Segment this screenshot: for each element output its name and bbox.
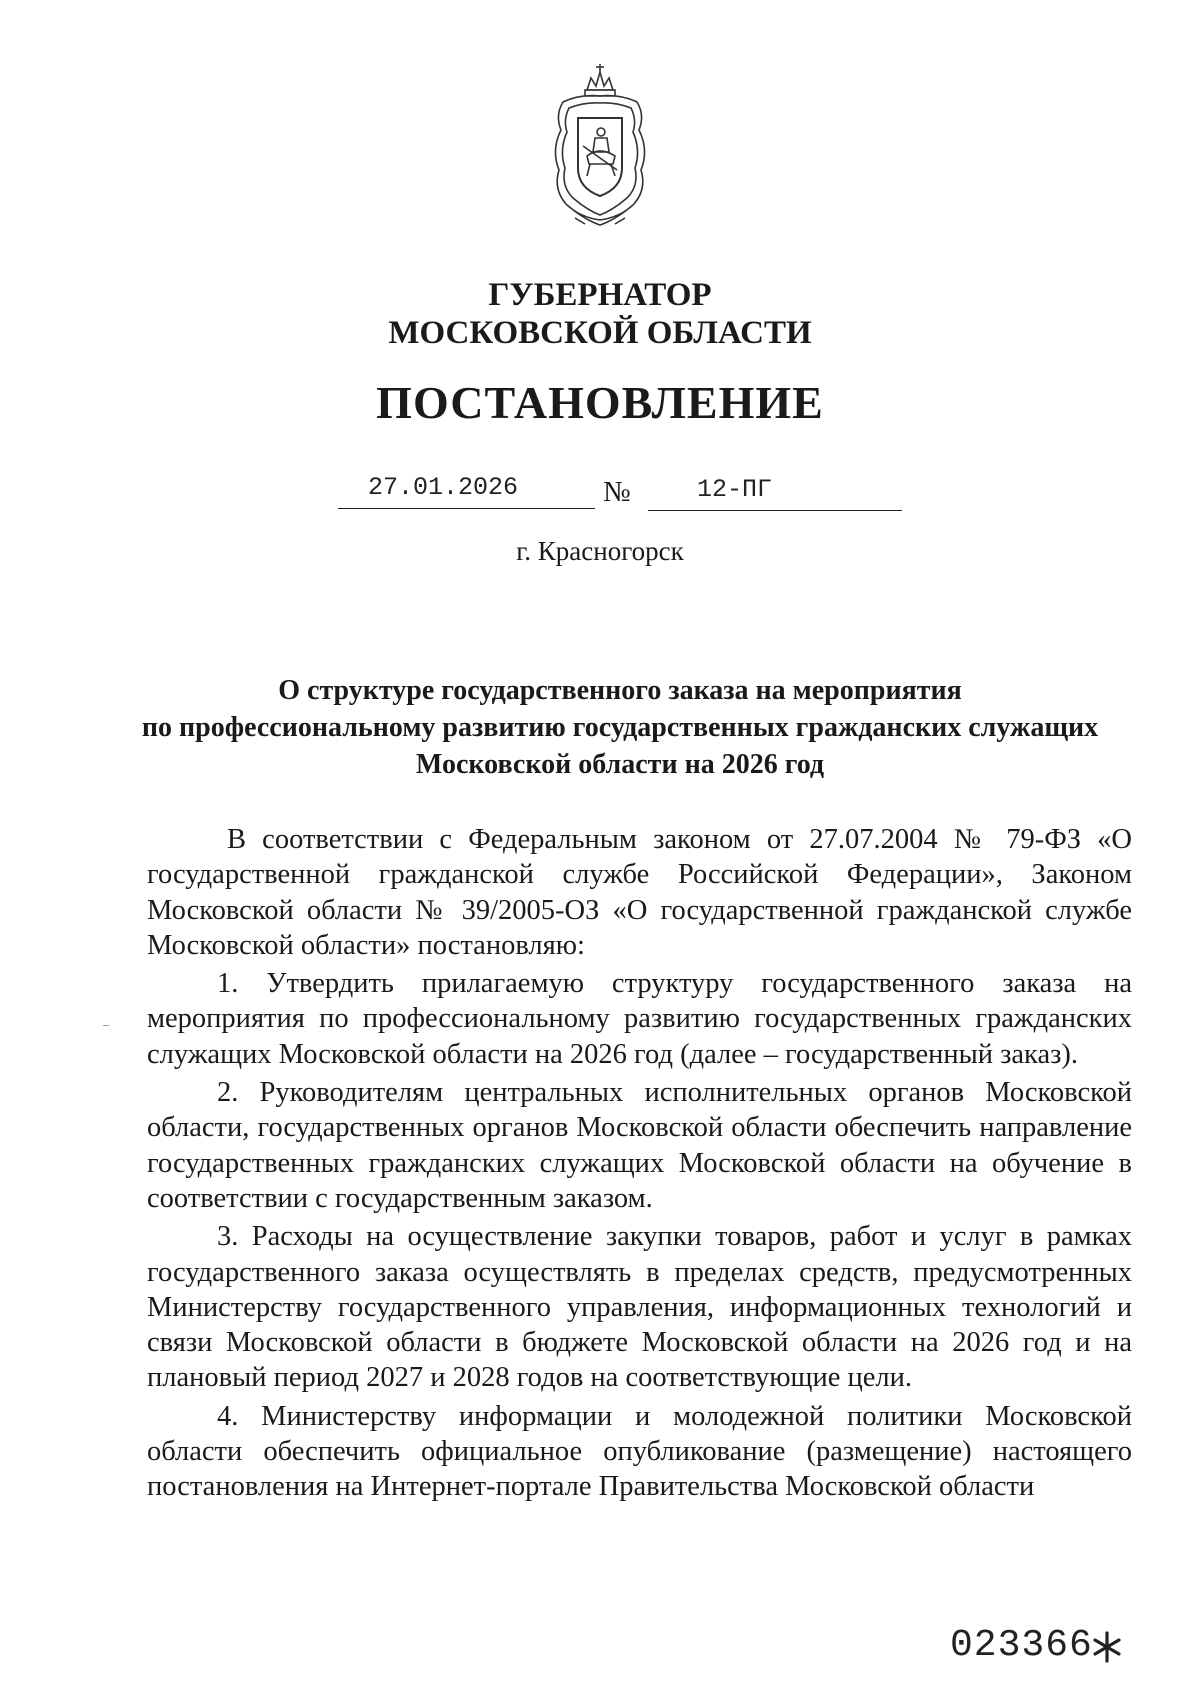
asterisk-icon <box>1090 1630 1124 1664</box>
coat-of-arms-emblem <box>545 60 655 230</box>
place-of-issue: г. Красногорск <box>516 536 684 566</box>
clause-1: 1. Утвердить прилагаемую структуру государственного заказа на мероприятия по профессиональному развитию государственных гражданских служащих Московской области на 2026 год (далее – государственный заказ). <box>147 968 1132 1070</box>
serial-number: 023366 <box>950 1624 1093 1667</box>
document-title <box>130 672 1110 783</box>
document-date: 27.01.2026 <box>368 473 519 502</box>
document-body <box>147 822 1132 1508</box>
clause-2: 2. Руководителям центральных исполнительных органов Московской области, государственных органов Московской области обеспечить направление государственных гражданских служащих Московской области на обучение в соответствии с государственным заказом. <box>147 1077 1132 1214</box>
title-line: по профессиональному развитию государственных гражданских служащих <box>141 712 1099 743</box>
margin-mark <box>103 1025 109 1026</box>
number-sign: № <box>603 476 631 508</box>
clause-3: 3. Расходы на осуществление закупки товаров, работ и услуг в рамках государственного заказа осуществлять в пределах средств, предусмотренных Министерству государственного управления, информационных технологий и связи Московской области в бюджете Московской области на 2026 год и на плановый период 2027 и 2028 годов на соответствующие цели. <box>147 1221 1132 1394</box>
title-line: Московской области на 2026 год <box>415 749 825 780</box>
authority-title-line2: МОСКОВСКОЙ ОБЛАСТИ <box>388 315 812 351</box>
document-type-heading: ПОСТАНОВЛЕНИЕ <box>376 377 824 428</box>
date-underline <box>338 508 595 509</box>
number-underline <box>648 510 902 511</box>
title-line: О структуре государственного заказа на мероприятия <box>278 675 962 706</box>
clause-4: 4. Министерству информации и молодежной политики Московской области обеспечить официальное опубликование (размещение) настоящего постановления на Интернет-портале Правительства Московской области <box>147 1400 1132 1503</box>
authority-title-line1: ГУБЕРНАТОР <box>488 277 712 313</box>
document-number: 12-ПГ <box>697 475 773 504</box>
intro-paragraph: В соответствии с Федеральным законом от 27.07.2004 № 79-ФЗ «О государственной гражданской службе Российской Федерации», Законом Московской области № 39/2005-ОЗ «О государственной гражданской службе Московской области» постановляю: <box>147 824 1132 961</box>
